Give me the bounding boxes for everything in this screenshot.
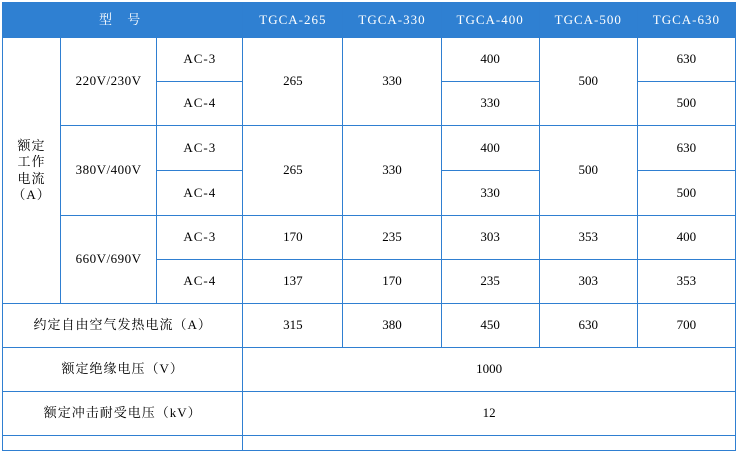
thermal-current-value-1: 315 [243,304,343,348]
cell-380-330: 330 [343,126,441,216]
header-model-3: TGCA-400 [441,3,539,38]
cell-660-ac4-4: 303 [539,260,637,304]
partial-value-cell [243,436,736,451]
cell-380-ac4-500: 500 [637,171,735,216]
cell-660-ac3-4: 353 [539,216,637,260]
cell-660-ac4-5: 353 [637,260,735,304]
rated-current-label-line-1: 额定 [17,138,46,153]
table-row [3,126,736,171]
table-row [3,38,736,82]
cell-220-ac3-400: 400 [441,38,539,82]
duty-type-ac4: AC-4 [157,171,243,216]
cell-660-ac3-5: 400 [637,216,735,260]
duty-type-ac3: AC-3 [157,126,243,171]
header-model-1: TGCA-265 [243,3,343,38]
header-model-5: TGCA-630 [637,3,735,38]
insulation-voltage-value: 1000 [243,348,736,392]
table-row [3,216,736,260]
rated-current-label-line-2: 工作 [17,154,46,170]
thermal-current-value-4: 630 [539,304,637,348]
duty-type-ac4: AC-4 [157,82,243,126]
specification-table [2,2,736,451]
header-model-4: TGCA-500 [539,3,637,38]
cell-220-265: 265 [243,38,343,126]
impulse-voltage-value: 12 [243,392,736,436]
partial-label-cell [3,436,243,451]
header-model-label: 型 号 [3,3,243,38]
table-row [3,304,736,348]
insulation-voltage-label: 额定绝缘电压（V） [3,348,243,392]
cell-220-330: 330 [343,38,441,126]
duty-type-ac3: AC-3 [157,38,243,82]
cell-380-500: 500 [539,126,637,216]
table-row-partial [3,436,736,451]
cell-660-ac3-2: 235 [343,216,441,260]
cell-220-500: 500 [539,38,637,126]
thermal-current-value-3: 450 [441,304,539,348]
cell-660-ac4-2: 170 [343,260,441,304]
rated-current-label-line-3: 电流 [17,170,46,186]
thermal-current-value-2: 380 [343,304,441,348]
spec-table-sheet [0,2,738,437]
header-model-2: TGCA-330 [343,3,441,38]
duty-type-ac3: AC-3 [157,216,243,260]
cell-220-ac3-630: 630 [637,38,735,82]
cell-220-ac4-330: 330 [441,82,539,126]
cell-660-ac3-3: 303 [441,216,539,260]
table-header [3,3,736,38]
cell-380-265: 265 [243,126,343,216]
duty-type-ac4: AC-4 [157,260,243,304]
table-row [3,348,736,392]
table-row [3,392,736,436]
rated-current-label [3,38,61,304]
cell-660-ac4-3: 235 [441,260,539,304]
cell-660-ac4-1: 137 [243,260,343,304]
rated-current-label-line-4: （A） [12,186,51,202]
voltage-group-220: 220V/230V [61,38,157,126]
voltage-group-380: 380V/400V [61,126,157,216]
cell-380-ac4-330: 330 [441,171,539,216]
header-row [3,3,736,38]
impulse-voltage-label: 额定冲击耐受电压（kV） [3,392,243,436]
cell-220-ac4-500: 500 [637,82,735,126]
table-body [3,38,736,451]
cell-660-ac3-1: 170 [243,216,343,260]
cell-380-ac3-630: 630 [637,126,735,171]
thermal-current-value-5: 700 [637,304,735,348]
cell-380-ac3-400: 400 [441,126,539,171]
thermal-current-label: 约定自由空气发热电流（A） [3,304,243,348]
voltage-group-660: 660V/690V [61,216,157,304]
